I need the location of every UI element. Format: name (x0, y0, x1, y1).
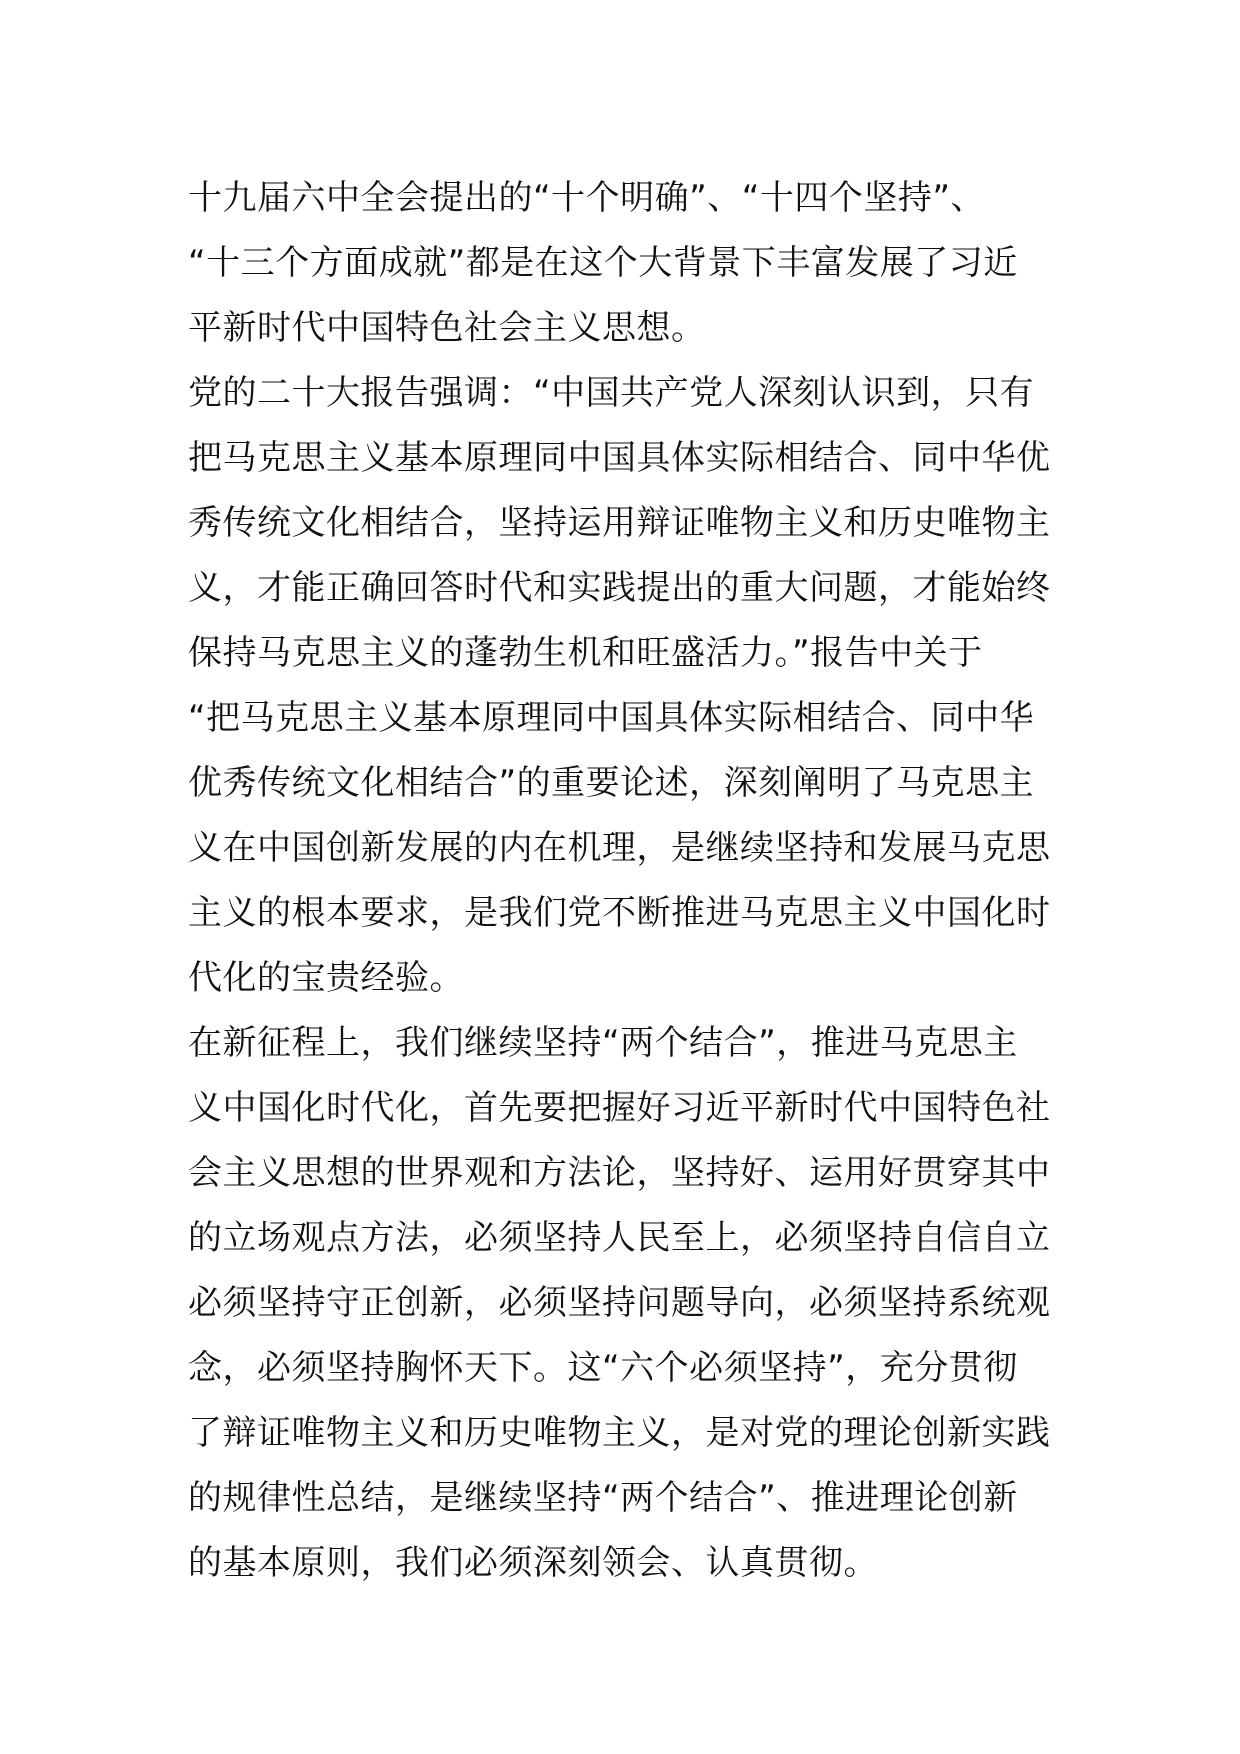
text-line: 的基本原则，我们必须深刻领会、认真贯彻。 (188, 1543, 878, 1583)
text-line: 义在中国创新发展的内在机理，是继续坚持和发展马克思 (188, 828, 1051, 868)
text-line: 把马克思主义基本原理同中国具体实际相结合、同中华优 (188, 438, 1051, 478)
text-line: 十九届六中全会提出的“十个明确”、“十四个坚持”、 (188, 178, 985, 218)
text-line: 代化的宝贵经验。 (188, 958, 464, 998)
body-text (188, 166, 1058, 1596)
text-line: “把马克思主义基本原理同中国具体实际相结合、同中华 (188, 698, 1035, 738)
text-line: 的规律性总结，是继续坚持“两个结合”、推进理论创新 (188, 1478, 1018, 1518)
text-line: 的立场观点方法，必须坚持人民至上，必须坚持自信自立 (188, 1218, 1051, 1258)
text-line: 保持马克思主义的蓬勃生机和旺盛活力。”报告中关于 (188, 633, 983, 673)
text-line: 义中国化时代化，首先要把握好习近平新时代中国特色社 (188, 1088, 1051, 1128)
text-line: 会主义思想的世界观和方法论，坚持好、运用好贯穿其中 (188, 1153, 1051, 1193)
text-line: 优秀传统文化相结合”的重要论述，深刻阐明了马克思主 (188, 763, 1035, 803)
text-line: 党的二十大报告强调：“中国共产党人深刻认识到，只有 (188, 373, 1035, 413)
text-line: 念，必须坚持胸怀天下。这“六个必须坚持”，充分贯彻 (188, 1348, 1018, 1388)
text-line: 必须坚持守正创新，必须坚持问题导向，必须坚持系统观 (188, 1283, 1051, 1323)
text-line: 在新征程上，我们继续坚持“两个结合”，推进马克思主 (188, 1023, 1018, 1063)
text-line: 秀传统文化相结合，坚持运用辩证唯物主义和历史唯物主 (188, 503, 1051, 543)
text-line: 义，才能正确回答时代和实践提出的重大问题，才能始终 (188, 568, 1051, 608)
text-line: 了辩证唯物主义和历史唯物主义，是对党的理论创新实践 (188, 1413, 1051, 1453)
text-line: “十三个方面成就”都是在这个大背景下丰富发展了习近 (188, 243, 1018, 283)
text-line: 主义的根本要求，是我们党不断推进马克思主义中国化时 (188, 893, 1051, 933)
text-line: 平新时代中国特色社会主义思想。 (188, 308, 706, 348)
